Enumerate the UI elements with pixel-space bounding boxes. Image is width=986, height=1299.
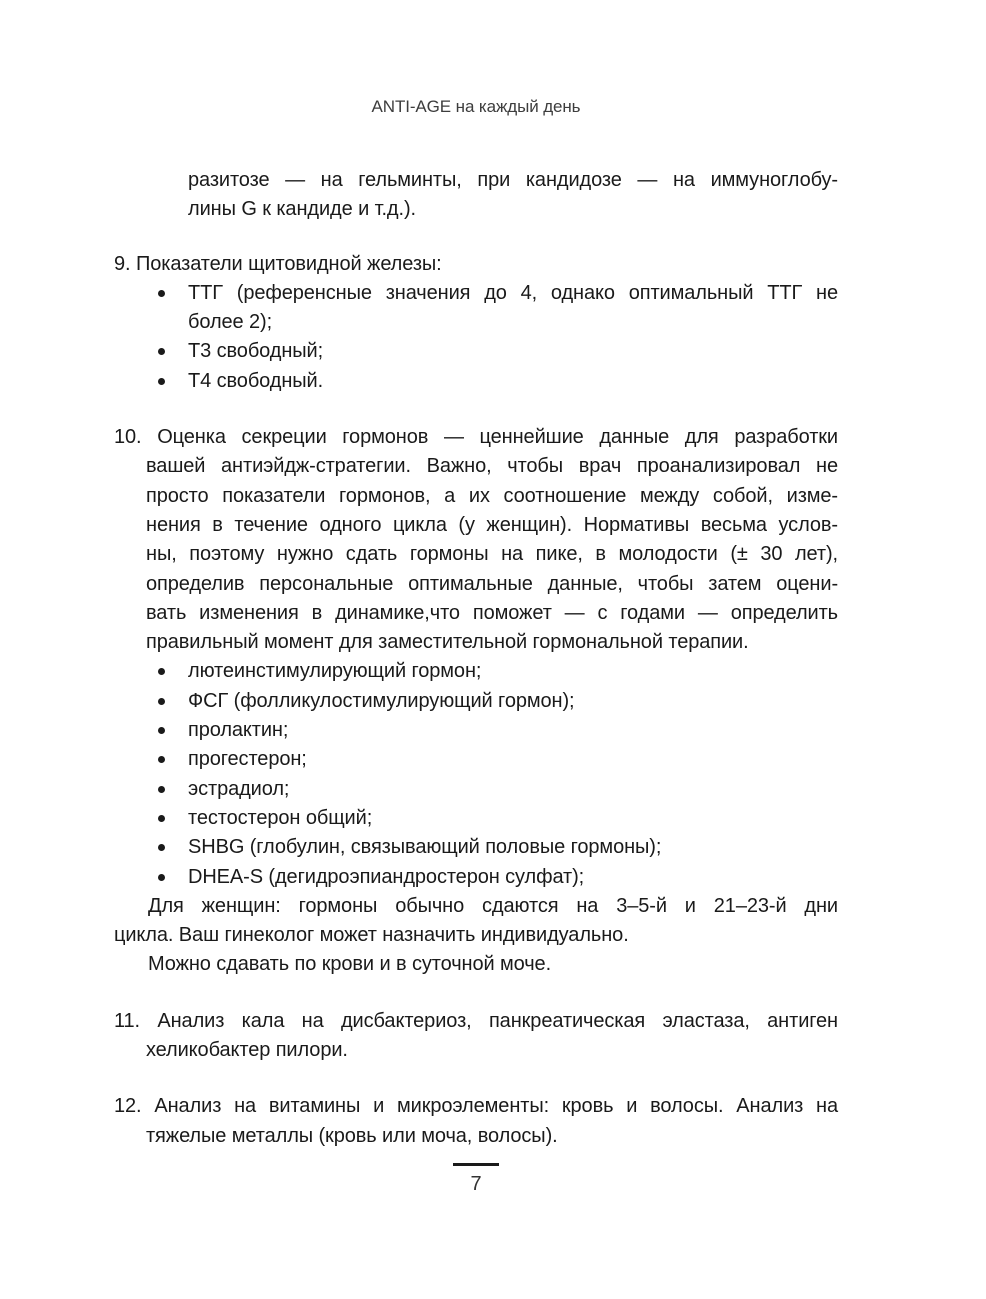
bullet-icon — [158, 874, 165, 881]
intro-paragraph — [0, 166, 986, 225]
bullet-text: лютеинстимулирующий гормон; — [188, 660, 482, 683]
list-item-10 — [0, 423, 986, 980]
paragraph-line: Можно сдавать по крови и в суточной моче. — [148, 953, 552, 976]
paragraph-line: Для женщин: гормоны обычно сдаются на 3–5-й и 21–23-й дни — [148, 894, 838, 917]
item-line — [114, 1092, 838, 1121]
bullet-item — [188, 716, 838, 745]
bullet-text: эстрадиол; — [188, 777, 290, 800]
item-line — [114, 250, 838, 279]
page-footer — [114, 1163, 838, 1199]
list-item-9 — [0, 250, 986, 396]
list-item-12 — [0, 1092, 986, 1151]
bullet-item — [188, 745, 838, 774]
bullet-item — [188, 775, 838, 804]
paragraph-line: правильный момент для заместительной гормональной терапии. — [146, 631, 749, 654]
bullet-icon — [158, 815, 165, 822]
footer-rule — [453, 1163, 499, 1166]
bullet-icon — [158, 698, 165, 705]
item-line — [114, 423, 838, 452]
item-text: Оценка секреции гормонов — ценнейшие данные для разработки — [157, 426, 838, 449]
paragraph-line: вать изменения в динамике,что поможет — с годами — определить — [146, 601, 838, 624]
bullet-icon — [158, 727, 165, 734]
item-text: Анализ кала на дисбактериоз, панкреатическая эластаза, антиген — [157, 1009, 838, 1032]
bullet-text: DHEA-S (дегидроэпиандростерон сулфат); — [188, 865, 585, 888]
bullet-item — [188, 657, 838, 686]
page-number: 7 — [470, 1172, 482, 1195]
bullet-item — [188, 279, 838, 308]
item-text: Анализ на витамины и микроэлементы: кровь и волосы. Анализ на — [154, 1095, 838, 1118]
bullet-text: Т3 свободный; — [188, 340, 324, 363]
bullet-icon — [158, 844, 165, 851]
bullet-text: тестостерон общий; — [188, 806, 373, 829]
bullet-text: прогестерон; — [188, 748, 307, 771]
item-number: 11. — [114, 1009, 141, 1032]
paragraph-line: хеликобактер пилори. — [146, 1039, 348, 1062]
paragraph-line: ны, поэтому нужно сдать гормоны на пике, в молодости (± 30 лет), — [146, 543, 838, 566]
bullet-icon — [158, 668, 165, 675]
paragraph-line: лины G к кандиде и т.д.). — [188, 198, 416, 221]
bullet-continuation-line: более 2); — [188, 311, 273, 334]
bullet-icon — [158, 786, 165, 793]
bullet-icon — [158, 290, 165, 297]
bullet-item — [188, 687, 838, 716]
item-text: Показатели щитовидной железы: — [135, 252, 442, 275]
bullet-icon — [158, 348, 165, 355]
bullet-text: Т4 свободный. — [188, 369, 324, 392]
paragraph-line: определив персональные оптимальные данные, чтобы затем оцени- — [146, 572, 838, 595]
paragraph-line: нения в течение одного цикла (у женщин). Нормативы весьма услов- — [146, 513, 838, 536]
bullet-item — [188, 367, 838, 396]
bullet-item — [188, 337, 838, 366]
paragraph-line: просто показатели гормонов, а их соотношение между собой, изме- — [146, 484, 838, 507]
running-header: ANTI-AGE на каждый день — [371, 97, 581, 116]
item-number: 10. — [114, 426, 142, 449]
paragraph-line: тяжелые металлы (кровь или моча, волосы). — [146, 1124, 558, 1147]
bullet-icon — [158, 378, 165, 385]
bullet-item — [188, 833, 838, 862]
bullet-icon — [158, 756, 165, 763]
bullet-item — [188, 863, 838, 892]
item-number: 12. — [114, 1095, 142, 1118]
paragraph-line: разитозе — на гельминты, при кандидозе — на иммуноглобу- — [188, 169, 838, 191]
list-item-11 — [0, 1007, 986, 1066]
bullet-text: ФСГ (фолликулостимулирующий гормон); — [188, 689, 575, 712]
paragraph-line: цикла. Ваш гинеколог может назначить индивидуально. — [114, 924, 629, 947]
bullet-item — [188, 804, 838, 833]
bullet-text: ТТГ (референсные значения до 4, однако оптимальный ТТГ не — [188, 281, 838, 304]
bullet-text: пролактин; — [188, 719, 289, 742]
bullet-text: SHBG (глобулин, связывающий половые гормоны); — [188, 836, 662, 859]
item-number: 9. — [114, 252, 131, 275]
paragraph-line: вашей антиэйдж-стратегии. Важно, чтобы врач проанализировал не — [146, 455, 838, 478]
item-line — [114, 1007, 838, 1036]
